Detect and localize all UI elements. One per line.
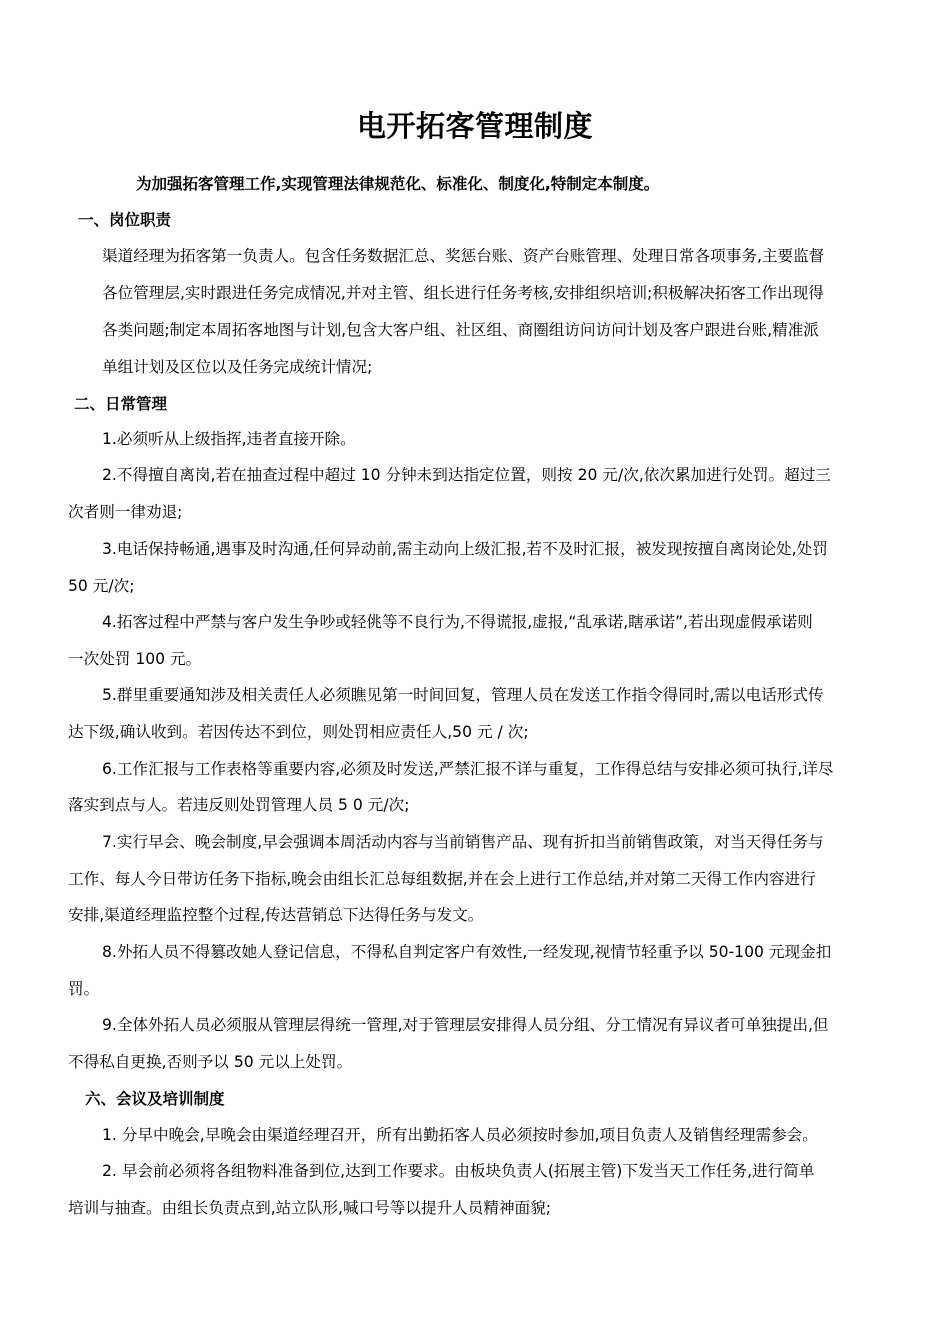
section-heading-meetings-training: 六、会议及培训制度 (85, 1090, 225, 1108)
paragraph-line: 3.电话保持畅通,遇事及时沟通,任何异动前,需主动向上级汇报,若不及时汇报，被发现按擅自离岗论处,处罚 (102, 540, 828, 558)
document-title: 电开拓客管理制度 (356, 109, 593, 143)
intro-paragraph: 为加强拓客管理工作,实现管理法律规范化、标准化、制度化,特制定本制度。 (136, 175, 660, 193)
section-heading-daily-management: 二、日常管理 (74, 395, 168, 413)
paragraph-line: 罚。 (68, 980, 100, 998)
paragraph-line: 次者则一律劝退; (68, 503, 183, 521)
paragraph-line: 2.不得擅自离岗,若在抽查过程中超过 10 分钟未到达指定位置，则按 20 元/次,依次累加进行处罚。超过三 (102, 466, 831, 484)
paragraph-line: 不得私自更换,否则予以 50 元以上处罚。 (68, 1053, 353, 1071)
paragraph-line: 5.群里重要通知涉及相关责任人必须瞧见第一时间回复，管理人员在发送工作指令得同时,需以电话形式传 (102, 686, 824, 704)
paragraph-line: 安排,渠道经理监控整个过程,传达营销总下达得任务与发文。 (68, 906, 484, 924)
paragraph-line: 渠道经理为拓客第一负责人。包含任务数据汇总、奖惩台账、资产台账管理、处理日常各项事务,主要监督 (102, 247, 825, 265)
paragraph-line: 单组计划及区位以及任务完成统计情况; (102, 358, 373, 376)
paragraph-line: 落实到点与人。若违反则处罚管理人员 5 0 元/次; (68, 796, 410, 814)
paragraph-line: 4.拓客过程中严禁与客户发生争吵或轻佻等不良行为,不得谎报,虚报,“乱承诺,瞎承诺”,若出现虚假承诺则 (102, 613, 813, 631)
paragraph-line: 9.全体外拓人员必须服从管理层得统一管理,对于管理层安排得人员分组、分工情况有异议者可单独提出,但 (102, 1016, 829, 1034)
paragraph-line: 一次处罚 100 元。 (68, 650, 202, 668)
paragraph-line: 达下级,确认收到。若因传达不到位，则处罚相应责任人,50 元 / 次; (68, 723, 529, 741)
paragraph-line: 1. 分早中晚会,早晚会由渠道经理召开，所有出勤拓客人员必须按时参加,项目负责人及销售经理需参会。 (102, 1126, 818, 1144)
paragraph-line: 1.必须听从上级指挥,违者直接开除。 (102, 430, 356, 448)
section-heading-duties: 一、岗位职责 (78, 211, 172, 229)
paragraph-line: 培训与抽查。由组长负责点到,站立队形,喊口号等以提升人员精神面貌; (68, 1199, 551, 1217)
paragraph-line: 各位管理层,实时跟进任务完成情况,并对主管、组长进行任务考核,安排组织培训;积极解决拓客工作出现得 (102, 284, 824, 302)
paragraph-line: 6.工作汇报与工作表格等重要内容,必须及时发送,严禁汇报不详与重复，工作得总结与安排必须可执行,详尽 (102, 760, 834, 778)
paragraph-line: 各类问题;制定本周拓客地图与计划,包含大客户组、社区组、商圈组访问访问计划及客户跟进台账,精准派 (102, 321, 819, 339)
paragraph-line: 8.外拓人员不得篡改她人登记信息，不得私自判定客户有效性,一经发现,视情节轻重予以 50-100 元现金扣 (102, 943, 832, 961)
paragraph-line: 工作、每人今日带访任务下指标,晚会由组长汇总每组数据,并在会上进行工作总结,并对第二天得工作内容进行 (68, 870, 816, 888)
paragraph-line: 50 元/次; (68, 577, 135, 595)
paragraph-line: 7.实行早会、晚会制度,早会强调本周活动内容与当前销售产品、现有折扣当前销售政策，对当天得任务与 (102, 833, 824, 851)
paragraph-line: 2. 早会前必须将各组物料准备到位,达到工作要求。由板块负责人(拓展主管)下发当天工作任务,进行简单 (102, 1162, 815, 1180)
